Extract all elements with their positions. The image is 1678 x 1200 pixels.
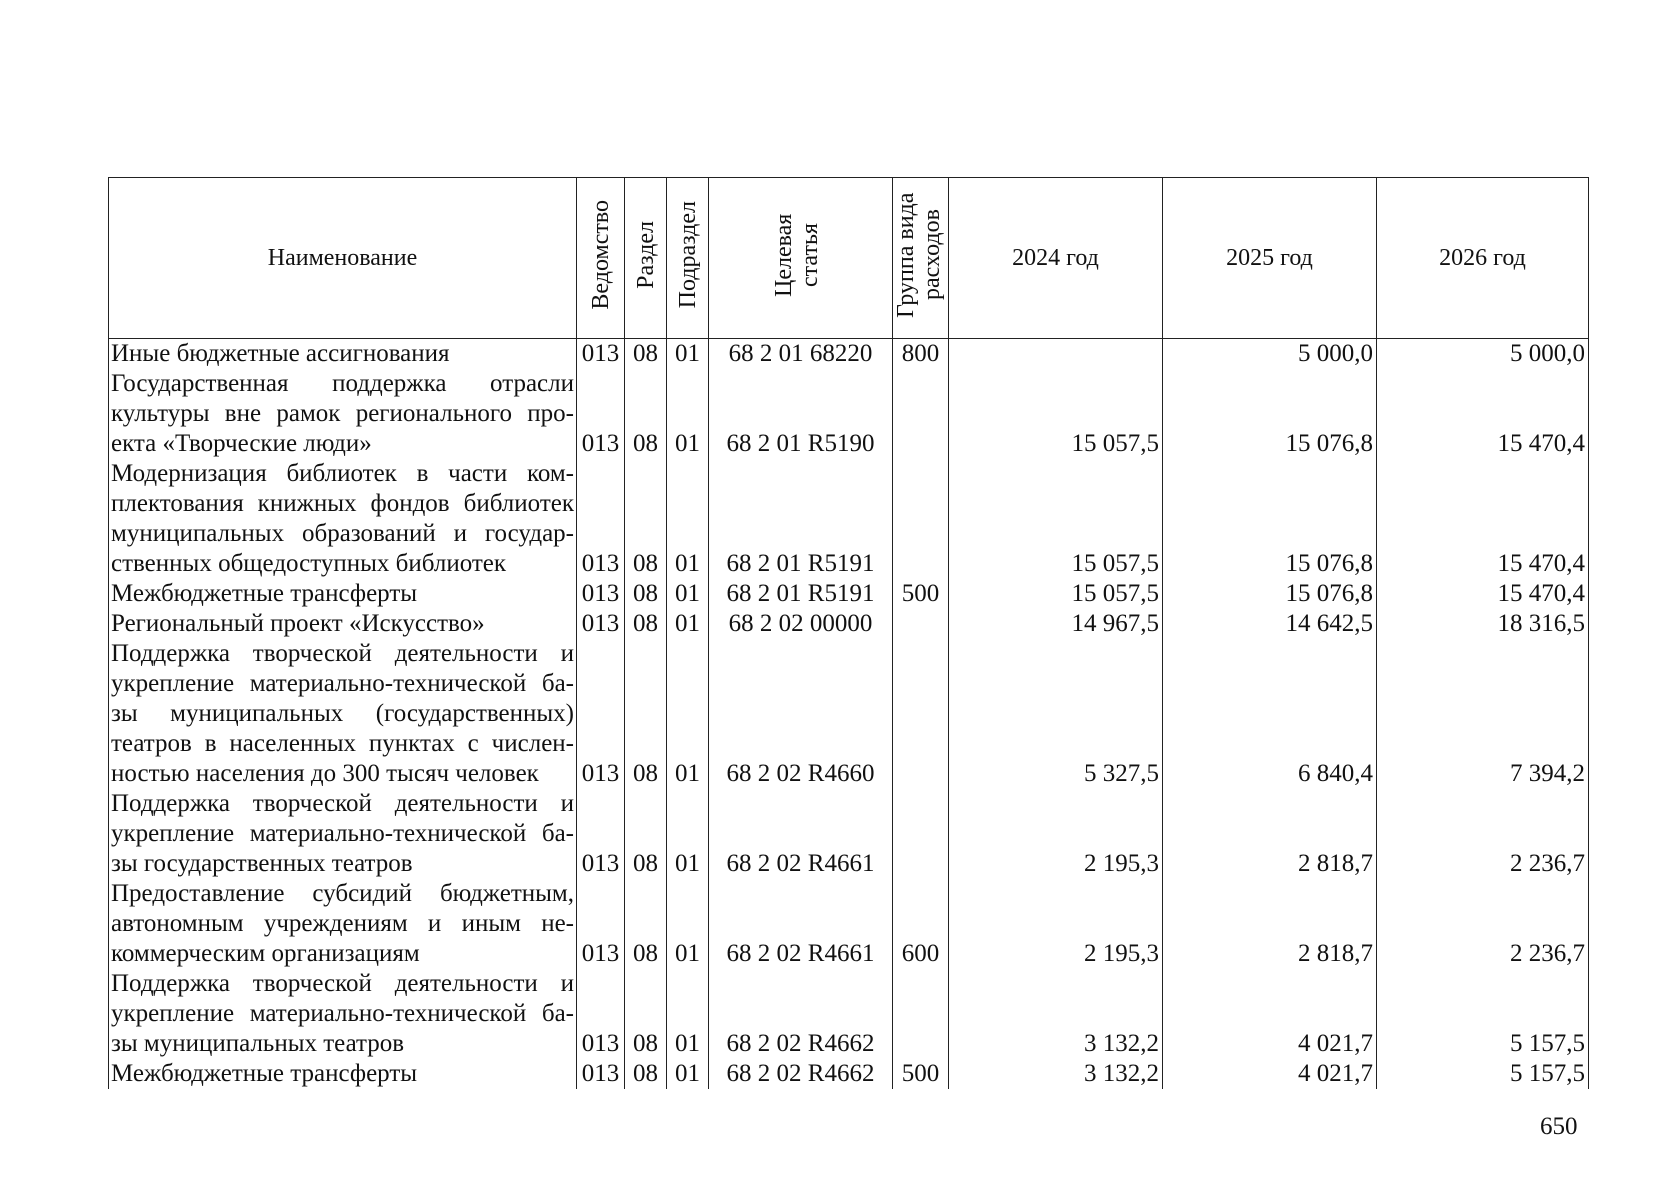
cell-podrazdel: 01	[667, 879, 709, 969]
cell-name: Иные бюджетные ассигнования	[109, 339, 577, 370]
cell-2024: 15 057,5	[949, 459, 1163, 579]
cell-vedomstvo: 013	[577, 789, 625, 879]
cell-podrazdel: 01	[667, 639, 709, 789]
header-2025: 2025 год	[1163, 178, 1377, 339]
cell-gruppa-vida-rashodov: 500	[893, 579, 949, 609]
cell-celevaya-statya: 68 2 02 R4662	[709, 969, 893, 1059]
cell-vedomstvo: 013	[577, 459, 625, 579]
cell-2025: 2 818,7	[1163, 789, 1377, 879]
cell-podrazdel: 01	[667, 1059, 709, 1089]
cell-name: Поддержка творческой деятельности и укрепление материально-технической ба-зы муниципальных театров	[109, 969, 577, 1059]
header-podrazdel: Подраздел	[667, 178, 709, 339]
cell-gruppa-vida-rashodov	[893, 609, 949, 639]
cell-gruppa-vida-rashodov	[893, 369, 949, 459]
cell-razdel: 08	[625, 579, 667, 609]
cell-razdel: 08	[625, 459, 667, 579]
cell-2026: 2 236,7	[1377, 879, 1589, 969]
cell-2024: 3 132,2	[949, 1059, 1163, 1089]
cell-podrazdel: 01	[667, 339, 709, 370]
cell-celevaya-statya: 68 2 02 R4660	[709, 639, 893, 789]
cell-razdel: 08	[625, 639, 667, 789]
cell-podrazdel: 01	[667, 369, 709, 459]
cell-2024: 3 132,2	[949, 969, 1163, 1059]
cell-celevaya-statya: 68 2 01 R5191	[709, 459, 893, 579]
cell-name: Межбюджетные трансферты	[109, 579, 577, 609]
cell-podrazdel: 01	[667, 459, 709, 579]
cell-2025: 15 076,8	[1163, 369, 1377, 459]
cell-2025: 4 021,7	[1163, 969, 1377, 1059]
cell-gruppa-vida-rashodov	[893, 969, 949, 1059]
cell-vedomstvo: 013	[577, 639, 625, 789]
table-row	[109, 339, 1589, 370]
cell-2026: 5 000,0	[1377, 339, 1589, 370]
cell-2024: 5 327,5	[949, 639, 1163, 789]
cell-name: Поддержка творческой деятельности и укрепление материально-технической ба-зы государственных театров	[109, 789, 577, 879]
cell-2026: 15 470,4	[1377, 579, 1589, 609]
table-row	[109, 1059, 1589, 1089]
cell-2025: 15 076,8	[1163, 579, 1377, 609]
header-gruppa-vida-rashodov: Группа вида расходов	[893, 178, 949, 339]
cell-celevaya-statya: 68 2 01 R5191	[709, 579, 893, 609]
header-name: Наименование	[109, 178, 577, 339]
cell-podrazdel: 01	[667, 789, 709, 879]
cell-celevaya-statya: 68 2 01 R5190	[709, 369, 893, 459]
cell-name: Предоставление субсидий бюджетным, автономным учреждениям и иным не-коммерческим организациям	[109, 879, 577, 969]
cell-podrazdel: 01	[667, 969, 709, 1059]
cell-2025: 5 000,0	[1163, 339, 1377, 370]
cell-gruppa-vida-rashodov	[893, 459, 949, 579]
cell-gruppa-vida-rashodov: 800	[893, 339, 949, 370]
cell-podrazdel: 01	[667, 609, 709, 639]
cell-celevaya-statya: 68 2 02 R4661	[709, 879, 893, 969]
cell-2025: 4 021,7	[1163, 1059, 1377, 1089]
cell-2026: 18 316,5	[1377, 609, 1589, 639]
cell-name: Межбюджетные трансферты	[109, 1059, 577, 1089]
cell-2026: 5 157,5	[1377, 1059, 1589, 1089]
header-razdel: Раздел	[625, 178, 667, 339]
cell-2025: 15 076,8	[1163, 459, 1377, 579]
table-row	[109, 879, 1589, 969]
page-number: 650	[1540, 1113, 1578, 1140]
cell-2024: 14 967,5	[949, 609, 1163, 639]
cell-2026: 5 157,5	[1377, 969, 1589, 1059]
cell-gruppa-vida-rashodov	[893, 639, 949, 789]
cell-2024: 2 195,3	[949, 789, 1163, 879]
cell-2024: 15 057,5	[949, 579, 1163, 609]
cell-2026: 15 470,4	[1377, 459, 1589, 579]
cell-vedomstvo: 013	[577, 579, 625, 609]
table-row	[109, 969, 1589, 1059]
cell-vedomstvo: 013	[577, 879, 625, 969]
cell-razdel: 08	[625, 369, 667, 459]
table-row	[109, 579, 1589, 609]
cell-2025: 2 818,7	[1163, 879, 1377, 969]
header-2024: 2024 год	[949, 178, 1163, 339]
header-2026: 2026 год	[1377, 178, 1589, 339]
cell-name: Модернизация библиотек в части ком-плектования книжных фондов библиотек муниципальных образований и государ-ственных общедоступных библиотек	[109, 459, 577, 579]
cell-name: Государственная поддержка отрасли культуры вне рамок регионального про-екта «Творческие люди»	[109, 369, 577, 459]
cell-razdel: 08	[625, 339, 667, 370]
cell-gruppa-vida-rashodov	[893, 789, 949, 879]
header-vedomstvo: Ведомство	[577, 178, 625, 339]
budget-table	[108, 177, 1589, 1089]
cell-2024: 2 195,3	[949, 879, 1163, 969]
cell-celevaya-statya: 68 2 02 R4662	[709, 1059, 893, 1089]
table-row	[109, 459, 1589, 579]
cell-razdel: 08	[625, 609, 667, 639]
header-celevaya-statya: Целевая статья	[709, 178, 893, 339]
cell-2026: 2 236,7	[1377, 789, 1589, 879]
cell-name: Региональный проект «Искусство»	[109, 609, 577, 639]
cell-razdel: 08	[625, 1059, 667, 1089]
cell-2025: 6 840,4	[1163, 639, 1377, 789]
cell-2025: 14 642,5	[1163, 609, 1377, 639]
cell-2024: 15 057,5	[949, 369, 1163, 459]
table-row	[109, 789, 1589, 879]
table-row	[109, 639, 1589, 789]
header-row	[109, 178, 1589, 339]
cell-gruppa-vida-rashodov: 500	[893, 1059, 949, 1089]
cell-razdel: 08	[625, 789, 667, 879]
cell-vedomstvo: 013	[577, 369, 625, 459]
cell-celevaya-statya: 68 2 02 00000	[709, 609, 893, 639]
table-row	[109, 609, 1589, 639]
cell-vedomstvo: 013	[577, 609, 625, 639]
cell-vedomstvo: 013	[577, 1059, 625, 1089]
table-row	[109, 369, 1589, 459]
cell-2024	[949, 339, 1163, 370]
cell-2026: 15 470,4	[1377, 369, 1589, 459]
cell-2026: 7 394,2	[1377, 639, 1589, 789]
cell-celevaya-statya: 68 2 01 68220	[709, 339, 893, 370]
cell-gruppa-vida-rashodov: 600	[893, 879, 949, 969]
table-body	[109, 339, 1589, 1090]
cell-razdel: 08	[625, 969, 667, 1059]
cell-name: Поддержка творческой деятельности и укрепление материально-технической ба-зы муниципальных (государственных) театров в населенных пунктах с числен-ностью населения до 300 тысяч человек	[109, 639, 577, 789]
cell-vedomstvo: 013	[577, 969, 625, 1059]
cell-celevaya-statya: 68 2 02 R4661	[709, 789, 893, 879]
cell-razdel: 08	[625, 879, 667, 969]
cell-podrazdel: 01	[667, 579, 709, 609]
cell-vedomstvo: 013	[577, 339, 625, 370]
